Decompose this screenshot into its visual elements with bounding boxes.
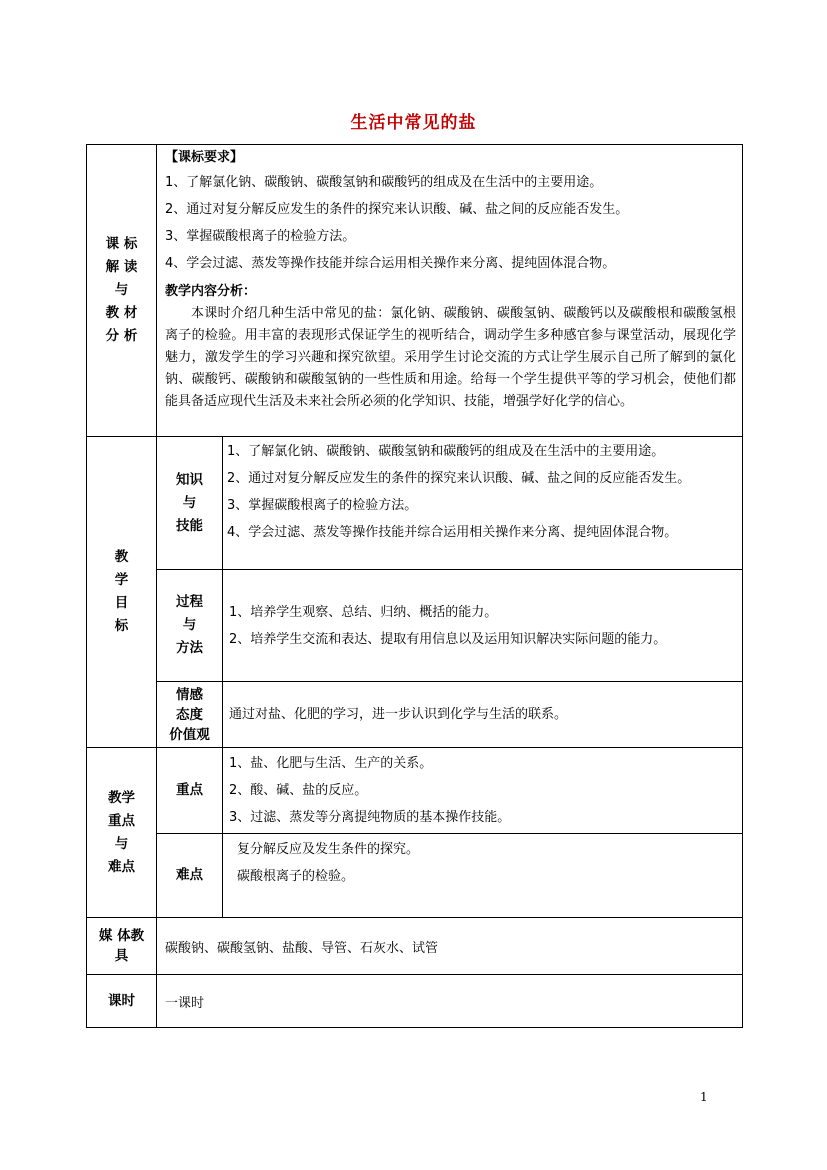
focus-item: 3、过滤、蒸发等分离提纯物质的基本操作技能。 — [229, 810, 511, 825]
process-item: 2、培养学生交流和表达、提取有用信息以及运用知识解决实际问题的能力。 — [229, 631, 667, 647]
difficulty-label: 难点 — [157, 834, 223, 918]
focus-item: 1、盐、化肥与生活、生产的关系。 — [229, 756, 433, 771]
period-label: 课时 — [87, 975, 157, 1028]
key-points-label: 教学 重点 与 难点 — [87, 748, 157, 918]
content-analysis-paragraph: 本课时介绍几种生活中常见的盐：氯化钠、碳酸钠、碳酸氢钠、碳酸钙以及碳酸根和碳酸氢根离子的检验。用丰富的表现形式保证学生的视听结合，调动学生多种感官参与课堂活动，展现化学魅力，激发学生的学习兴趣和探究欲望。采用学生讨论交流的方式让学生展示自己所了解到的氯化钠、碳酸钙、碳酸钠和碳酸氢钠的一些性质和用途。给每一个学生提供平等的学习机会，使他们都能具备适应现代生活及未来社会所必须的化学知识、技能，增强学好化学的信心。 — [165, 306, 737, 409]
content-analysis-heading: 教学内容分析： — [165, 284, 257, 299]
attitude-row — [87, 682, 743, 748]
knowledge-label: 知识 与 技能 — [157, 437, 223, 570]
attitude-content — [223, 682, 743, 748]
requirements-heading: 【课标要求】 — [165, 150, 244, 165]
knowledge-item: 3、掌握碳酸根离子的检验方法。 — [227, 498, 418, 513]
focus-label: 重点 — [157, 748, 223, 834]
period-content: 一课时 — [157, 975, 743, 1028]
objectives-label: 教 学 目 标 — [87, 437, 157, 748]
analysis-content — [157, 145, 743, 437]
difficulty-item: 碳酸根离子的检验。 — [237, 869, 355, 884]
knowledge-item: 1、了解氯化钠、碳酸钠、碳酸氢钠和碳酸钙的组成及在生活中的主要用途。 — [227, 444, 665, 459]
lesson-plan-table — [86, 144, 743, 1028]
knowledge-item: 2、通过对复分解反应发生的条件的探究来认识酸、碱、盐之间的反应能否发生。 — [227, 471, 691, 486]
page-number: 1 — [700, 1090, 708, 1104]
media-content: 碳酸钠、碳酸氢钠、盐酸、导管、石灰水、试管 — [157, 918, 743, 975]
knowledge-content — [223, 437, 743, 570]
focus-item: 2、酸、碱、盐的反应。 — [229, 783, 368, 798]
process-content — [223, 570, 743, 682]
attitude-item: 通过对盐、化肥的学习，进一步认识到化学与生活的联系。 — [229, 707, 568, 722]
attitude-label: 情感 态度 价值观 — [157, 682, 223, 748]
requirement-item: 1、了解氯化钠、碳酸钠、碳酸氢钠和碳酸钙的组成及在生活中的主要用途。 — [165, 175, 603, 190]
media-label: 媒 体教 具 — [87, 918, 157, 975]
analysis-row — [87, 145, 743, 437]
document-title: 生活中常见的盐 — [350, 113, 477, 133]
requirement-item: 3、掌握碳酸根离子的检验方法。 — [165, 229, 356, 244]
focus-content — [223, 748, 743, 834]
difficulty-item: 复分解反应及发生条件的探究。 — [237, 842, 420, 857]
requirement-item: 2、通过对复分解反应发生的条件的探究来认识酸、碱、盐之间的反应能否发生。 — [165, 202, 629, 217]
period-row — [87, 975, 743, 1028]
difficulty-row — [87, 834, 743, 918]
process-row — [87, 570, 743, 682]
knowledge-item: 4、学会过滤、蒸发等操作技能并综合运用相关操作来分离、提纯固体混合物。 — [227, 525, 678, 540]
difficulty-content — [223, 834, 743, 918]
process-label: 过程 与 方法 — [157, 570, 223, 682]
requirement-item: 4、学会过滤、蒸发等操作技能并综合运用相关操作来分离、提纯固体混合物。 — [165, 256, 616, 271]
knowledge-row — [87, 437, 743, 570]
media-row — [87, 918, 743, 975]
process-item: 1、培养学生观察、总结、归纳、概括的能力。 — [229, 604, 498, 620]
focus-row — [87, 748, 743, 834]
analysis-label: 课 标 解 读 与 教 材 分 析 — [87, 145, 157, 437]
